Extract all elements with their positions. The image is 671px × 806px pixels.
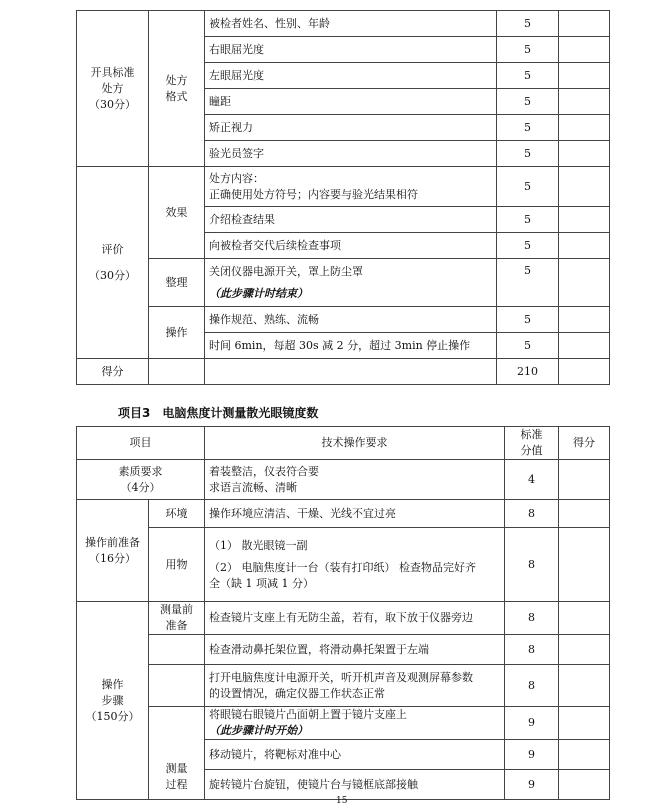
score-cell: 5 xyxy=(497,37,559,63)
got-cell xyxy=(559,167,610,207)
sub-label-operate: 操作 xyxy=(149,307,205,359)
total-score: 210 xyxy=(497,359,559,385)
req-cell: 着装整洁，仪表符合要 求语言流畅、清晰 xyxy=(205,460,505,500)
got-cell xyxy=(559,770,610,800)
got-cell xyxy=(559,528,610,602)
req-cell: 旋转镜片台旋钮，使镜片台与镜框底部接触 xyxy=(205,770,505,800)
quality-label: 素质要求 （4分） xyxy=(77,460,205,500)
score-cell: 5 xyxy=(497,233,559,259)
req-cell: （1） 散光眼镜一副 （2） 电脑焦度计一台（装有打印纸） 检查物品完好齐 全（缺 1 项减 1 分） xyxy=(205,528,505,602)
sub-label-items: 用物 xyxy=(149,528,205,602)
got-cell xyxy=(559,89,610,115)
prep-label: 操作前准备 （16分） xyxy=(77,500,149,602)
got-cell xyxy=(559,141,610,167)
item-cell: 瞳距 xyxy=(205,89,497,115)
got-cell xyxy=(559,707,610,740)
item-cell: 向被检者交代后续检查事项 xyxy=(205,233,497,259)
page-number: 15 xyxy=(336,796,348,806)
score-cell: 9 xyxy=(505,740,559,770)
got-cell xyxy=(559,635,610,665)
item-cell: 右眼屈光度 xyxy=(205,37,497,63)
item-cell: 关闭仪器电源开关，罩上防尘罩 （此步骤计时结束） xyxy=(205,259,497,307)
item-cell: 时间 6min，每超 30s 减 2 分，超过 3min 停止操作 xyxy=(205,333,497,359)
got-cell xyxy=(559,665,610,707)
empty-cell xyxy=(205,359,497,385)
got-cell xyxy=(559,740,610,770)
item-cell: 验光员签字 xyxy=(205,141,497,167)
score-cell: 8 xyxy=(505,602,559,635)
got-cell xyxy=(559,63,610,89)
score-cell: 5 xyxy=(497,167,559,207)
score-cell: 8 xyxy=(505,500,559,528)
got-cell xyxy=(559,207,610,233)
got-cell xyxy=(559,233,610,259)
score-cell: 9 xyxy=(505,770,559,800)
timing-note: （此步骤计时结束） xyxy=(209,286,308,300)
req-cell: 打开电脑焦度计电源开关，听开机声音及观测屏幕参数 的设置情况，确定仪器工作状态正常 xyxy=(205,665,505,707)
item-cell: 左眼屈光度 xyxy=(205,63,497,89)
score-cell: 8 xyxy=(505,635,559,665)
sub-label-env: 环境 xyxy=(149,500,205,528)
empty-cell xyxy=(149,635,205,665)
req-cell: 将眼镜右眼镜片凸面朝上置于镜片支座上 （此步骤计时开始） xyxy=(205,707,505,740)
score-cell: 5 xyxy=(497,63,559,89)
empty-cell xyxy=(149,665,205,707)
score-cell: 5 xyxy=(497,333,559,359)
got-cell xyxy=(559,359,610,385)
got-cell xyxy=(559,333,610,359)
timing-note: （此步骤计时开始） xyxy=(209,724,308,737)
scoring-table-part2 xyxy=(76,426,610,800)
scoring-table-part1 xyxy=(76,10,610,385)
score-cell: 5 xyxy=(497,115,559,141)
got-cell xyxy=(559,602,610,635)
item-cell: 处方内容： 正确使用处方符号；内容要与验光结果相符 xyxy=(205,167,497,207)
score-cell: 5 xyxy=(497,89,559,115)
item-cell: 操作规范、熟练、流畅 xyxy=(205,307,497,333)
got-cell xyxy=(559,115,610,141)
group-label-prescription: 开具标准 处方 （30分） xyxy=(77,11,149,167)
got-cell xyxy=(559,11,610,37)
header-requirement: 技术操作要求 xyxy=(205,427,505,460)
got-cell xyxy=(559,37,610,63)
total-label: 得分 xyxy=(77,359,149,385)
score-cell: 4 xyxy=(505,460,559,500)
score-cell: 5 xyxy=(497,11,559,37)
sub-label-premeasure: 测量前 准备 xyxy=(149,602,205,635)
req-cell: 操作环境应清洁、干燥、光线不宜过亮 xyxy=(205,500,505,528)
section-title: 项目3 电脑焦度计测量散光眼镜度数 xyxy=(118,406,319,420)
sub-label-measure: 测量 过程 xyxy=(149,707,205,800)
empty-cell xyxy=(149,359,205,385)
got-cell xyxy=(559,259,610,307)
score-cell: 5 xyxy=(497,259,559,307)
score-cell: 5 xyxy=(497,141,559,167)
got-cell xyxy=(559,460,610,500)
req-cell: 移动镜片，将靶标对准中心 xyxy=(205,740,505,770)
item-cell: 介绍检查结果 xyxy=(205,207,497,233)
item-cell: 被检者姓名、性别、年龄 xyxy=(205,11,497,37)
score-cell: 8 xyxy=(505,665,559,707)
req-cell: 检查滑动鼻托架位置，将滑动鼻托架置于左端 xyxy=(205,635,505,665)
sub-label-effect: 效果 xyxy=(149,167,205,259)
steps-label: 操作 步骤 （150分） xyxy=(77,602,149,800)
req-cell: 检查镜片支座上有无防尘盖，若有，取下放于仪器旁边 xyxy=(205,602,505,635)
score-cell: 5 xyxy=(497,307,559,333)
group-label-evaluation: 评价 （30分） xyxy=(77,167,149,359)
sub-label-format: 处方 格式 xyxy=(149,11,205,167)
item-cell: 矫正视力 xyxy=(205,115,497,141)
header-item: 项目 xyxy=(77,427,205,460)
sub-label-tidy: 整理 xyxy=(149,259,205,307)
score-cell: 8 xyxy=(505,528,559,602)
header-standard-score: 标准 分值 xyxy=(505,427,559,460)
got-cell xyxy=(559,500,610,528)
score-cell: 9 xyxy=(505,707,559,740)
score-cell: 5 xyxy=(497,207,559,233)
header-got: 得分 xyxy=(559,427,610,460)
got-cell xyxy=(559,307,610,333)
